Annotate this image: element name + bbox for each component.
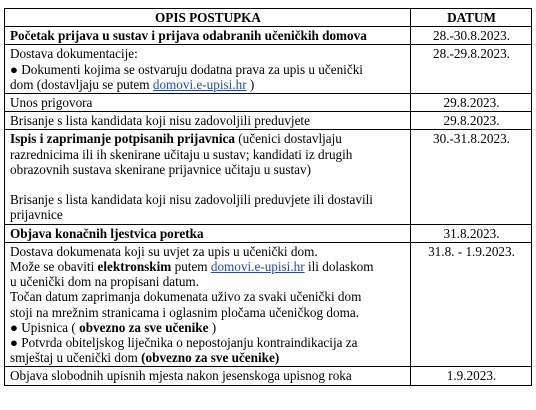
row-description xyxy=(5,367,411,385)
row-description xyxy=(5,130,411,224)
row-date: 30.-31.8.2023. xyxy=(411,130,532,224)
row-text: ● Upisnica ( obvezno za sve učenike ) xyxy=(10,319,217,335)
header-date: DATUM xyxy=(411,9,532,27)
row-text: Unos prigovora xyxy=(10,95,93,111)
table-row xyxy=(5,112,532,130)
row-text: ● Dokumenti kojima se ostvaruju dodatna prava za upis u učenički xyxy=(10,61,363,77)
row-date: 31.8.2023. xyxy=(411,224,532,242)
table-row xyxy=(5,45,532,94)
row-description xyxy=(5,112,411,130)
row-text: u učenički dom na propisani datum. xyxy=(10,274,199,290)
row-text: prijavnice xyxy=(10,207,63,223)
row-date: 29.8.2023. xyxy=(411,94,532,112)
row-description xyxy=(5,224,411,242)
table-row xyxy=(5,27,532,45)
row-text: dom (dostavljaju se putem domovi.e-upisi.hr ) xyxy=(10,76,255,92)
row-text: Točan datum zaprimanja dokumenata uživo za svaki učenički dom xyxy=(10,289,362,305)
row-text: Može se obaviti elektronskim putem domovi.e-upisi.hr ili dolaskom xyxy=(10,259,374,275)
row-text: stoji na mrežnim stranicama i oglasnim pločama učeničkog doma. xyxy=(10,304,359,320)
table-row xyxy=(5,242,532,367)
row-text: Dostava dokumentacije: xyxy=(10,46,138,62)
table-row xyxy=(5,94,532,112)
table-row xyxy=(5,224,532,242)
domovi-link[interactable]: domovi.e-upisi.hr xyxy=(210,259,305,275)
row-date: 31.8. - 1.9.2023. xyxy=(411,242,532,367)
row-text: Ispis i zaprimanje potpisanih prijavnica (učenici dostavljaju xyxy=(10,131,342,147)
row-description xyxy=(5,242,411,367)
row-date: 28.-29.8.2023. xyxy=(411,45,532,94)
row-text: Početak prijava u sustav i prijava odabranih učeničkih domova xyxy=(10,28,367,44)
row-text: Objava konačnih ljestvica poretka xyxy=(10,225,204,241)
row-text: Dostava dokumenata koji su uvjet za upis u učenički dom. xyxy=(10,243,318,259)
table-row xyxy=(5,130,532,224)
row-text: smještaj u učenički dom (obvezno za sve učenike) xyxy=(10,350,280,366)
row-description xyxy=(5,45,411,94)
row-text: Brisanje s lista kandidata koji nisu zadovoljili preduvjete ili dostavili xyxy=(10,192,373,208)
row-text: obrazovnih sustava skenirane prijavnice učitaju u sustav) xyxy=(10,161,312,177)
row-date: 28.-30.8.2023. xyxy=(411,27,532,45)
header-description: OPIS POSTUPKA xyxy=(5,9,411,27)
schedule-table xyxy=(4,8,532,386)
spacer xyxy=(10,177,406,192)
domovi-link[interactable]: domovi.e-upisi.hr xyxy=(152,76,247,92)
row-text: razrednicima ili ih skenirane učitaju u sustav; kandidati iz drugih xyxy=(10,146,353,162)
row-text: Objava slobodnih upisnih mjesta nakon jesenskoga upisnog roka xyxy=(10,368,352,384)
row-date: 1.9.2023. xyxy=(411,367,532,385)
table-row xyxy=(5,367,532,385)
row-date: 29.8.2023. xyxy=(411,112,532,130)
row-description xyxy=(5,27,411,45)
header-row xyxy=(5,9,532,27)
row-text: Brisanje s lista kandidata koji nisu zadovoljili preduvjete xyxy=(10,113,310,129)
row-description xyxy=(5,94,411,112)
row-text: ● Potvrda obiteljskog liječnika o nepostojanju kontraindikacija za xyxy=(10,335,358,351)
